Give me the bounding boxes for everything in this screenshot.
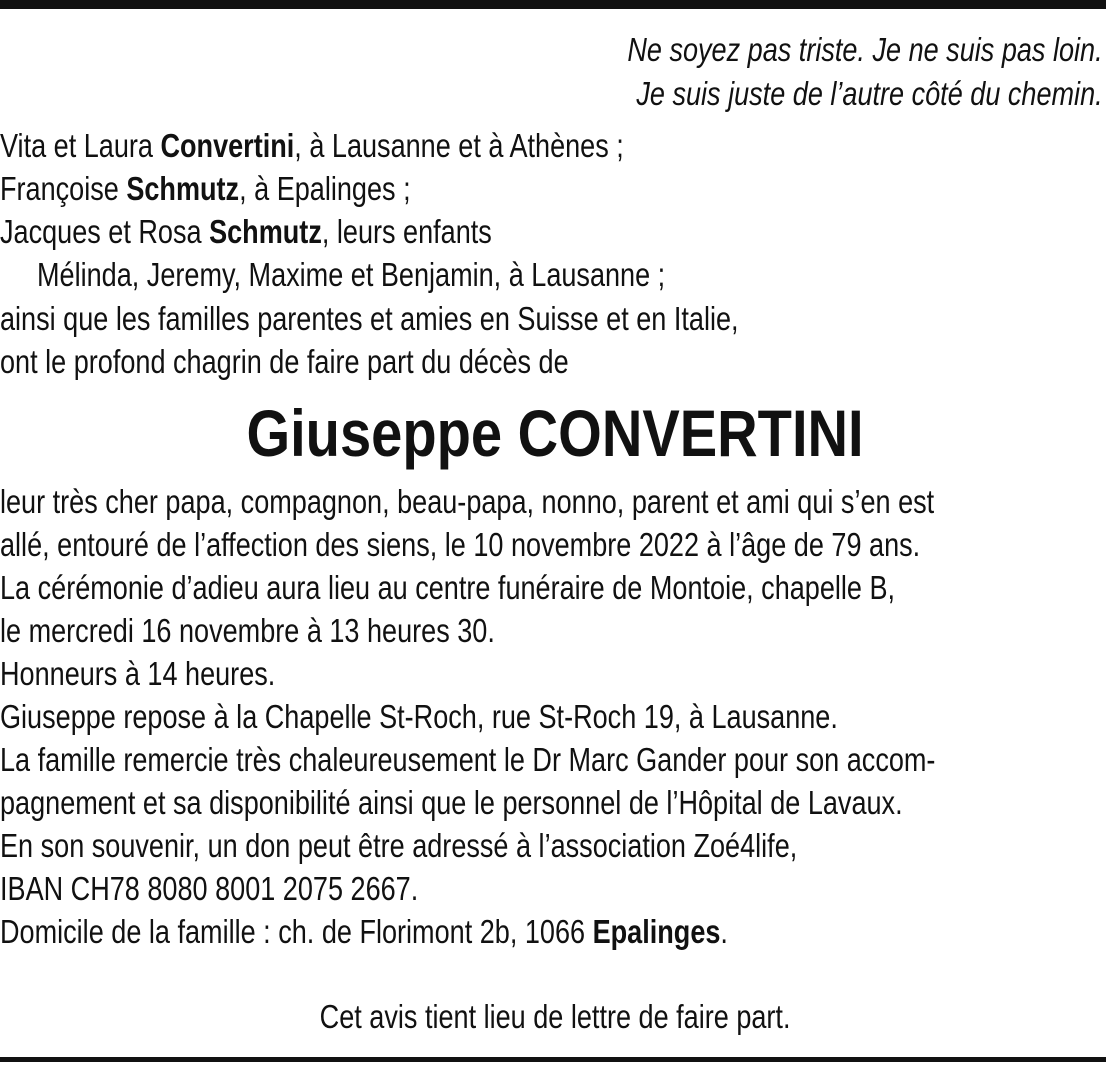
closing-line xyxy=(0,1000,1110,1033)
quote-line-1: Ne soyez pas triste. Je ne suis pas loin. xyxy=(627,31,1103,68)
deceased-name xyxy=(0,396,1110,470)
family-line-2-text: Françoise xyxy=(0,170,127,207)
family-line-1-surname: Convertini xyxy=(160,127,295,164)
deceased-name-text: Giuseppe CONVERTINI xyxy=(246,396,864,470)
domicile-town: Epalinges xyxy=(592,913,721,950)
family-line-4-grandchildren: Mélinda, Jeremy, Maxime et Benjamin, à Lausanne ; xyxy=(37,256,666,293)
body-line-6: Giuseppe repose à la Chapelle St-Roch, rue St-Roch 19, à Lausanne. xyxy=(0,698,838,735)
body-line-1: leur très cher papa, compagnon, beau-papa, nonno, parent et ami qui s’en est xyxy=(0,483,935,520)
family-line-1-text: Vita et Laura xyxy=(0,127,161,164)
body-line-2: allé, entouré de l’affection des siens, le 10 novembre 2022 à l’âge de 79 ans. xyxy=(0,526,921,563)
family-line-3-surname: Schmutz xyxy=(209,213,322,250)
body-line-5: Honneurs à 14 heures. xyxy=(0,655,276,692)
family-line-2-location: , à Epalinges ; xyxy=(239,170,411,207)
bottom-rule xyxy=(0,1057,1106,1062)
family-line-1-location: , à Lausanne et à Athènes ; xyxy=(294,127,624,164)
family-line-1 xyxy=(0,129,624,162)
family-line-6: ont le profond chagrin de faire part du décès de xyxy=(0,343,569,380)
body-line-3: La cérémonie d’adieu aura lieu au centre funéraire de Montoie, chapelle B, xyxy=(0,569,896,606)
domicile-period: . xyxy=(720,913,728,950)
family-line-2-surname: Schmutz xyxy=(126,170,240,207)
family-line-3-relation: , leurs enfants xyxy=(321,213,492,250)
family-line-3 xyxy=(0,215,492,248)
family-line-5: ainsi que les familles parentes et amies en Suisse et en Italie, xyxy=(0,300,739,337)
family-line-2 xyxy=(0,172,411,205)
family-line-3-text: Jacques et Rosa xyxy=(0,213,210,250)
body-line-4: le mercredi 16 novembre à 13 heures 30. xyxy=(0,612,495,649)
body-line-9: En son souvenir, un don peut être adressé à l’association Zoé4life, xyxy=(0,827,798,864)
closing-text: Cet avis tient lieu de lettre de faire part. xyxy=(319,998,791,1035)
quote-line-2: Je suis juste de l’autre côté du chemin. xyxy=(636,75,1103,112)
top-rule xyxy=(0,0,1106,9)
body-line-10: IBAN CH78 8080 8001 2075 2667. xyxy=(0,870,419,907)
domicile-line xyxy=(0,915,728,948)
body-line-8: pagnement et sa disponibilité ainsi que le personnel de l’Hôpital de Lavaux. xyxy=(0,784,903,821)
body-line-7: La famille remercie très chaleureusement le Dr Marc Gander pour son accom- xyxy=(0,741,936,778)
domicile-address: Domicile de la famille : ch. de Florimont 2b, 1066 xyxy=(0,913,593,950)
